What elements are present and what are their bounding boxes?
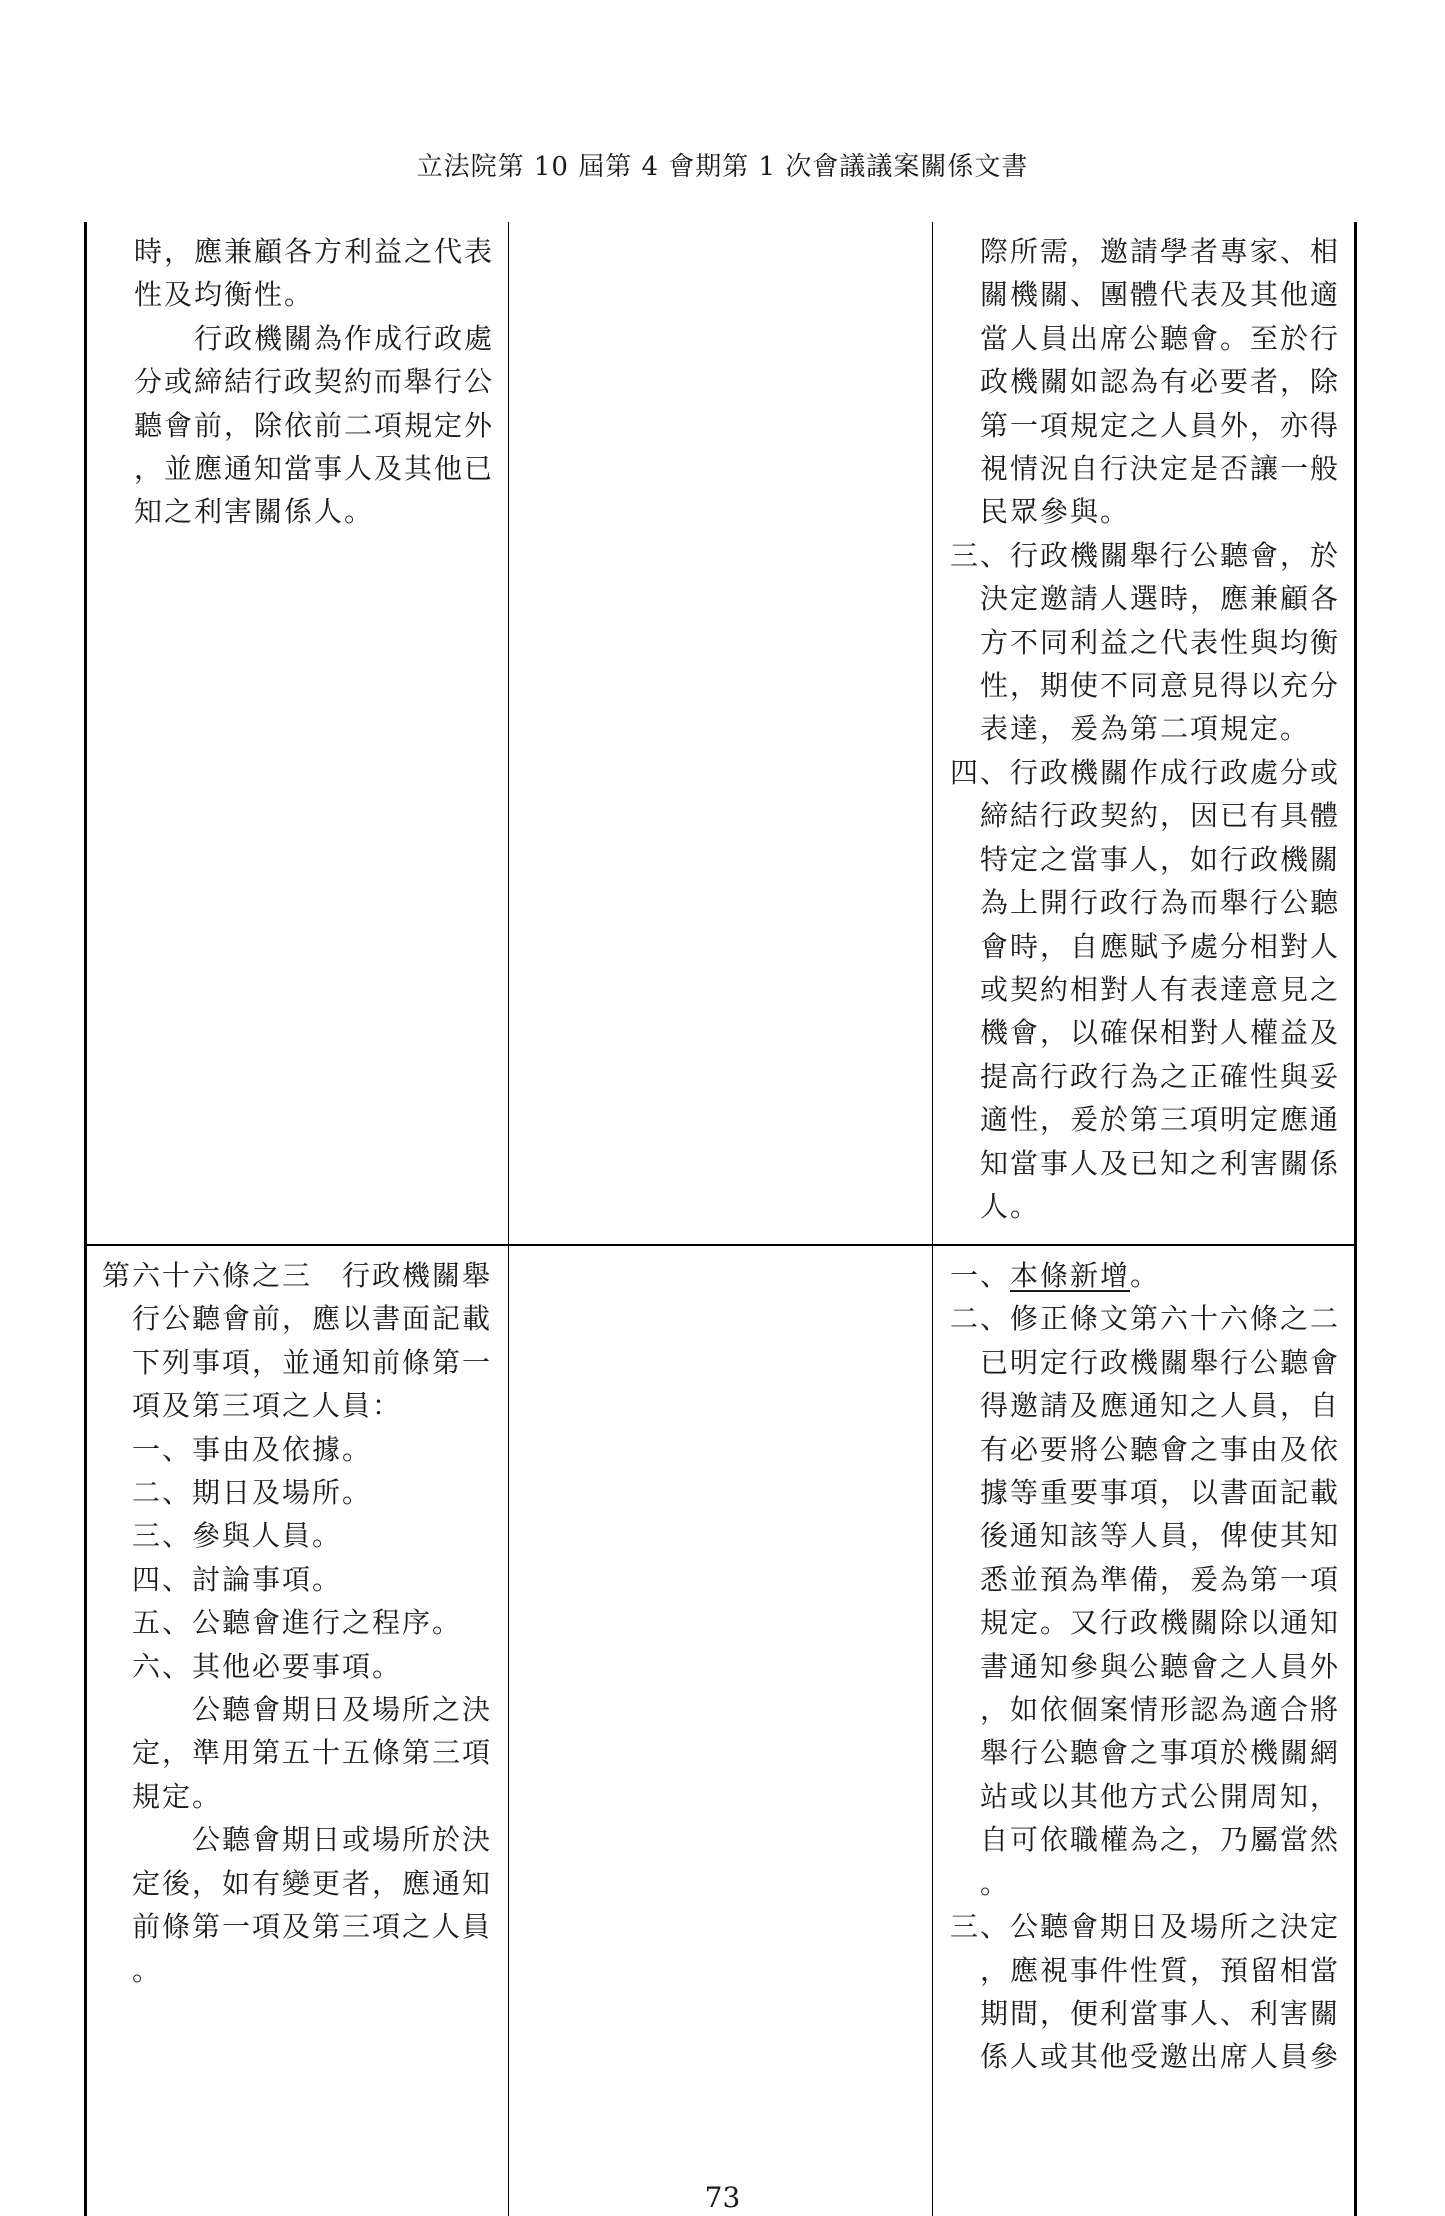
text-line: 行政機關為作成行政處	[134, 321, 495, 355]
text-line: 民眾參與。	[950, 495, 1131, 529]
text-line: 際所需，邀請學者專家、相	[950, 235, 1341, 268]
item-prefix: 一、	[950, 1259, 1011, 1292]
text-line: 行公聽會前，應以書面記載	[102, 1302, 493, 1336]
underlined-text: 本條新增	[1010, 1259, 1131, 1292]
text-line: 締結行政契約，因已有具體	[950, 799, 1341, 833]
text-line: 三、行政機關舉行公聽會，於	[950, 538, 1341, 572]
text-line: 自可依職權為之，乃屬當然	[950, 1823, 1341, 1857]
text-line: 。	[102, 1953, 163, 1987]
text-line: 第一項規定之人員外，亦得	[950, 408, 1341, 442]
text-line: 係人或其他受邀出席人員參	[950, 2040, 1341, 2074]
text-line: 五、公聽會進行之程序。	[102, 1606, 463, 1640]
comparison-table	[84, 222, 1357, 2216]
text-line: 二、期日及場所。	[102, 1476, 373, 1510]
text-line: 下列事項，並通知前條第一	[102, 1345, 493, 1379]
table-left-border	[84, 222, 87, 2216]
text-line: 書通知參與公聽會之人員外	[950, 1649, 1341, 1683]
text-line: 規定。	[102, 1779, 223, 1813]
text-line: 前條第一項及第三項之人員	[102, 1910, 493, 1944]
column-divider-2	[932, 222, 933, 2216]
text-line: 或契約相對人有表達意見之	[950, 972, 1341, 1006]
text-line: 一、事由及依據。	[102, 1432, 373, 1466]
text-line: 聽會前，除依前二項規定外	[134, 408, 495, 442]
text-line: ，應視事件性質，預留相當	[950, 1953, 1341, 1987]
text-line: ，如依個案情形認為適合將	[950, 1693, 1341, 1727]
text-line: 機會，以確保相對人權益及	[950, 1016, 1341, 1050]
text-line: 悉並預為準備，爰為第一項	[950, 1562, 1341, 1596]
text-line: 知當事人及已知之利害關係	[950, 1146, 1341, 1180]
row1-right-cell	[950, 230, 1340, 1228]
text-line: 政機關如認為有必要者，除	[950, 365, 1341, 399]
text-line: 知之利害關係人。	[134, 495, 375, 529]
text-line: 公聽會期日及場所之決	[102, 1693, 493, 1727]
page-number: 73	[704, 2181, 741, 2214]
text-line: 時，應兼顧各方利益之代表	[134, 235, 495, 268]
text-line: 第六十六條之三 行政機關舉	[102, 1259, 493, 1292]
text-line: 四、行政機關作成行政處分或	[950, 755, 1341, 789]
text-line: 後通知該等人員，俾使其知	[950, 1519, 1341, 1553]
text-line: 決定邀請人選時，應兼顧各	[950, 582, 1341, 616]
text-line: 為上開行政行為而舉行公聽	[950, 886, 1341, 920]
text-line: 六、其他必要事項。	[102, 1649, 403, 1683]
text-line: 分或締結行政契約而舉行公	[134, 365, 495, 399]
text-line: 會時，自應賦予處分相對人	[950, 929, 1341, 963]
text-line: 提高行政行為之正確性與妥	[950, 1059, 1341, 1093]
text-line: 適性，爰於第三項明定應通	[950, 1103, 1341, 1137]
text-line: 項及第三項之人員：	[102, 1389, 403, 1423]
text-line: 定後，如有變更者，應通知	[102, 1866, 493, 1900]
text-line: 視情況自行決定是否讓一般	[950, 452, 1341, 486]
text-line: 得邀請及應通知之人員，自	[950, 1389, 1341, 1423]
page-header: 立法院第 10 屆第 4 會期第 1 次會議議案關係文書	[416, 152, 1029, 182]
text-line: 已明定行政機關舉行公聽會	[950, 1345, 1341, 1379]
text-line: 人。	[950, 1189, 1041, 1223]
row2-right-cell	[950, 1254, 1340, 2079]
row1-left-cell	[134, 230, 494, 534]
text-line: 據等重要事項，以書面記載	[950, 1476, 1341, 1510]
text-line: 定，準用第五十五條第三項	[102, 1736, 493, 1770]
text-line: 期間，便利當事人、利害關	[950, 1996, 1341, 2030]
text-line: 三、參與人員。	[102, 1519, 343, 1553]
text-line: 表達，爰為第二項規定。	[950, 712, 1311, 746]
text-line: 。	[950, 1866, 1011, 1900]
text-line: 規定。又行政機關除以通知	[950, 1606, 1341, 1640]
text-line: 四、討論事項。	[102, 1562, 343, 1596]
text-line: 二、修正條文第六十六條之二	[950, 1302, 1341, 1336]
text-line: 性，期使不同意見得以充分	[950, 669, 1341, 703]
text-line	[950, 1254, 1340, 1297]
table-right-border	[1354, 222, 1357, 2216]
text-line: 性及均衡性。	[134, 278, 315, 312]
text-line: 當人員出席公聽會。至於行	[950, 321, 1341, 355]
text-line: 舉行公聽會之事項於機關網	[950, 1736, 1341, 1770]
row2-left-cell	[102, 1254, 492, 1992]
text-line: 三、公聽會期日及場所之決定	[950, 1910, 1341, 1944]
item-suffix: 。	[1130, 1259, 1161, 1292]
text-line: ，並應通知當事人及其他已	[134, 452, 495, 486]
text-line: 公聽會期日或場所於決	[102, 1823, 493, 1857]
column-divider-1	[508, 222, 509, 2216]
text-line: 站或以其他方式公開周知，	[950, 1779, 1341, 1813]
text-line: 方不同利益之代表性與均衡	[950, 625, 1341, 659]
text-line: 有必要將公聽會之事由及依	[950, 1432, 1341, 1466]
row-divider	[84, 1244, 1357, 1246]
text-line: 關機關、團體代表及其他適	[950, 278, 1341, 312]
text-line: 特定之當事人，如行政機關	[950, 842, 1341, 876]
